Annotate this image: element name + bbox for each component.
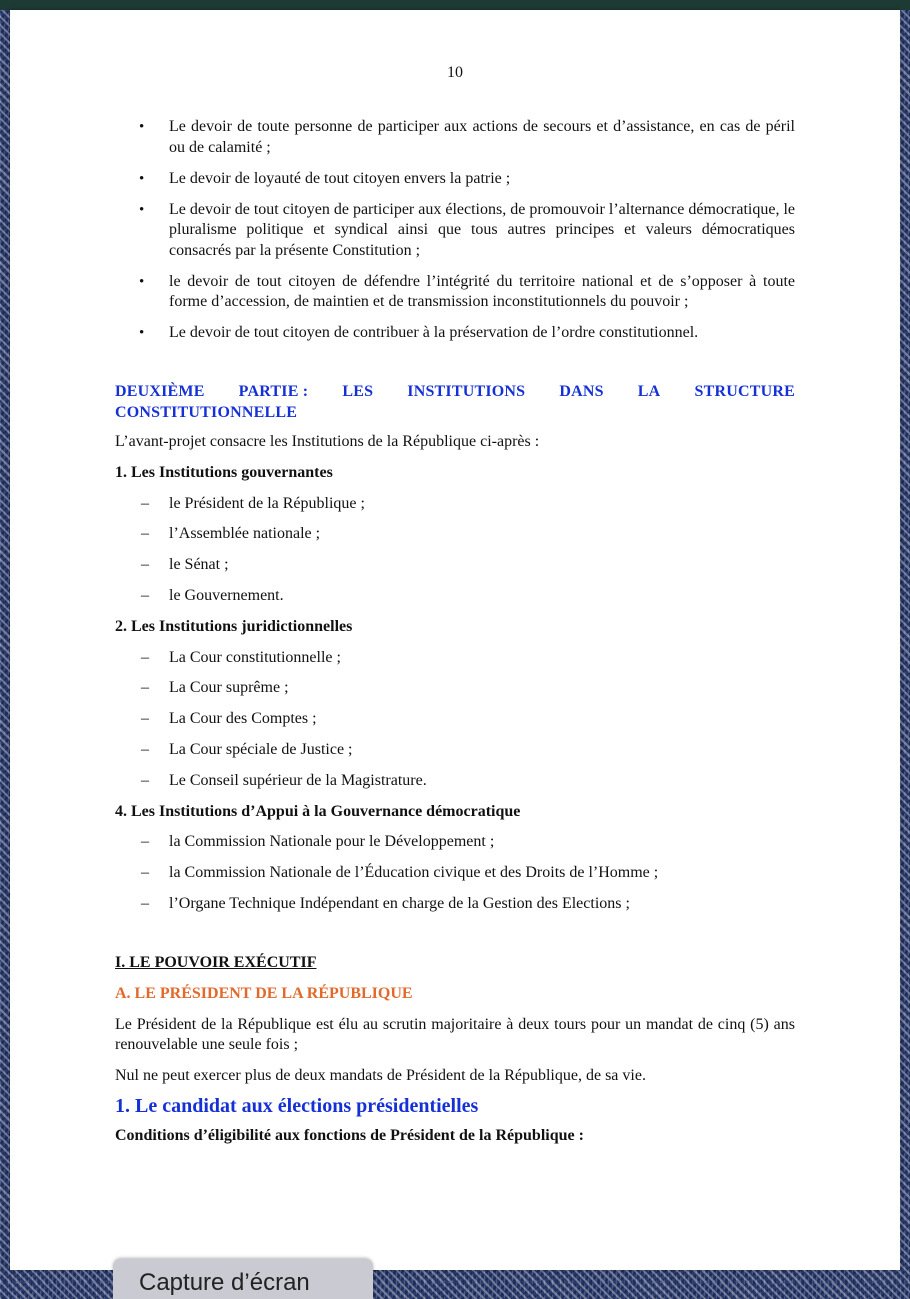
bullet-icon: • (139, 201, 145, 218)
section-heading: 4. Les Institutions d’Appui à la Gouvernance démocratique (115, 802, 521, 820)
president-paragraph: Le Président de la République est élu au scrutin majoritaire à deux tours pour un mandat de cinq (5) ans renouvelable une seule fois ; (115, 1015, 795, 1054)
list-item: – La Cour constitutionnelle ; (115, 648, 795, 679)
bullet-icon: • (139, 119, 145, 135)
dash-icon: – (141, 525, 149, 543)
part-title-word: DANS (559, 383, 604, 400)
list-item: • Le devoir de tout citoyen de participer aux élections, de promouvoir l’alternance démocratique, le pluralisme politique et syndical ainsi que tous autres principes et valeurs démocratiques consacrés par la présente Constitution ; (139, 200, 795, 259)
dash-icon: – (141, 679, 149, 697)
intro-text: L’avant-projet consacre les Institutions de la République ci-après : (115, 433, 540, 450)
part-title-word: INSTITUTIONS (407, 383, 526, 400)
executive-heading: I. LE POUVOIR EXÉCUTIF (115, 954, 317, 971)
list-item: – La Cour spéciale de Justice ; (115, 740, 795, 771)
conditions-heading: Conditions d’éligibilité aux fonctions de Président de la République : (115, 1127, 584, 1145)
list-item: – La Cour suprême ; (115, 678, 795, 709)
list-item: • Le devoir de loyauté de tout citoyen envers la patrie ; (115, 169, 795, 190)
part-title-word: LES (342, 383, 374, 400)
list-item: • Le devoir de tout citoyen de contribuer à la préservation de l’ordre constitutionnel. (115, 323, 795, 344)
dash-icon: – (141, 894, 149, 912)
candidate-heading: 1. Le candidat aux élections présidentielles (115, 1095, 479, 1118)
section-heading: 1. Les Institutions gouvernantes (115, 463, 333, 481)
part-title-word: STRUCTURE (694, 383, 795, 400)
dash-icon: – (141, 864, 149, 882)
dash-icon: – (141, 494, 149, 512)
screenshot-tab[interactable]: Capture d’écran (113, 1259, 373, 1299)
dash-icon: – (141, 771, 149, 789)
list-item: – le Sénat ; (115, 555, 795, 586)
bullet-icon: • (139, 273, 145, 290)
list-item: – l’Organe Technique Indépendant en charge de la Gestion des Elections ; (115, 894, 795, 925)
part-title-line2: CONSTITUTIONNELLE (115, 404, 298, 421)
bullet-icon: • (139, 325, 145, 341)
president-heading: A. LE PRÉSIDENT DE LA RÉPUBLIQUE (115, 984, 413, 1002)
list-item: • le devoir de tout citoyen de défendre l’intégrité du territoire national et de s’opposer à toute forme d’accession, de maintien et de transmission inconstitutionnels du pouvoir ; (139, 272, 795, 310)
list-item: – le Gouvernement. (115, 586, 795, 617)
part-title-word: DEUXIÈME (115, 383, 205, 400)
list-item: – Le Conseil supérieur de la Magistrature. (115, 771, 795, 802)
dash-icon: – (141, 556, 149, 574)
executive-section (115, 953, 795, 1147)
mandate-paragraph: Nul ne peut exercer plus de deux mandats de Président de la République, de sa vie. (115, 1066, 646, 1084)
duties-list (115, 117, 795, 354)
list-item: • Le devoir de toute personne de participer aux actions de secours et d’assistance, en cas de péril ou de calamité ; (139, 118, 795, 156)
bullet-icon: • (139, 170, 145, 187)
page-number: 10 (447, 64, 463, 81)
dash-icon: – (141, 648, 149, 666)
window-top-bar (0, 0, 910, 10)
dash-icon: – (141, 740, 149, 758)
institutions-section (115, 432, 795, 925)
dash-icon: – (141, 586, 149, 604)
part-title (115, 381, 795, 423)
list-item: – La Cour des Comptes ; (115, 709, 795, 740)
part-title-word: PARTIE : (238, 383, 309, 400)
dash-icon: – (141, 710, 149, 728)
list-item: – l’Assemblée nationale ; (115, 524, 795, 555)
document-page (10, 10, 900, 1270)
dash-icon: – (141, 833, 149, 851)
list-item: – le Président de la République ; (115, 494, 795, 525)
part-title-word: LA (637, 383, 661, 400)
list-item: – la Commission Nationale pour le Développement ; (115, 832, 795, 863)
list-item: – la Commission Nationale de l’Éducation civique et des Droits de l’Homme ; (115, 863, 795, 894)
section-heading: 2. Les Institutions juridictionnelles (115, 617, 353, 635)
